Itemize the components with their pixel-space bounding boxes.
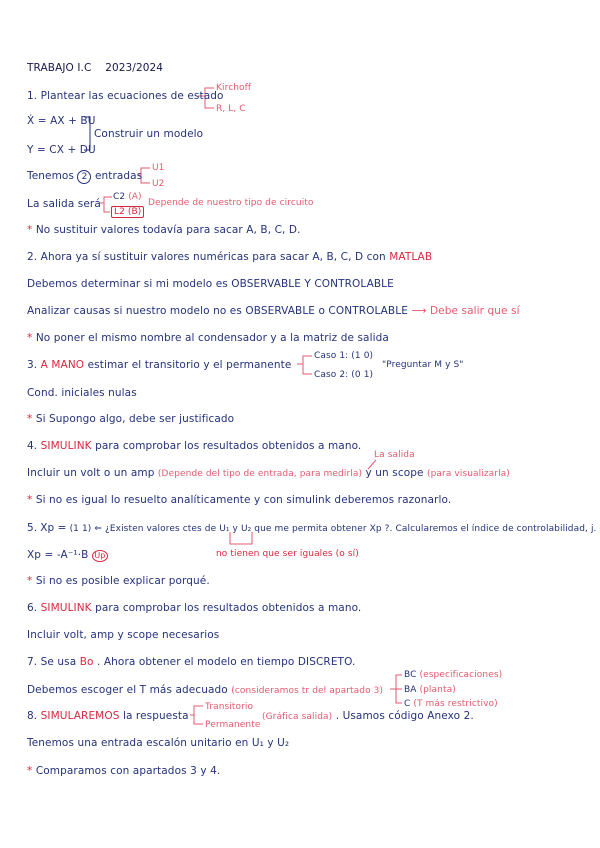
simulink-label: SIMULINK	[40, 602, 92, 614]
include-text2: y un scope	[365, 467, 424, 479]
doc-title: TRABAJO I.C	[27, 62, 92, 74]
note-1	[27, 224, 301, 236]
section-8-rest	[262, 710, 474, 723]
output-c2-label: C2	[113, 192, 126, 202]
section-4-num: 4.	[27, 440, 38, 452]
equation-output: Y = CX + DU	[27, 144, 96, 156]
output-c2	[113, 191, 142, 203]
analyze-text: Analizar causas si nuestro modelo no es OBSERVABLE o CONTROLABLE	[27, 305, 408, 317]
note-5	[27, 575, 210, 587]
xp-formula	[27, 549, 108, 562]
section-5-note: no tienen que ser iguales (o sí)	[216, 549, 359, 559]
permanente-label: Permanente	[205, 720, 261, 730]
section-5-title	[27, 522, 597, 535]
section-3-initial: Cond. iniciales nulas	[27, 387, 137, 399]
caso-2-label: Caso 2:	[314, 370, 349, 380]
section-4-title	[27, 440, 361, 452]
option-c	[404, 698, 498, 710]
include-paren2: (para visualizarla)	[427, 469, 510, 479]
input-u2: U2	[152, 179, 165, 189]
include-paren: (Depende del tipo de entrada, para medirla)	[157, 469, 363, 479]
section-8-text: la respuesta	[122, 710, 189, 722]
analyze-note: Debe salir que sí	[430, 305, 520, 317]
inputs-count-circle: 2	[77, 170, 91, 184]
section-2-analyze	[27, 305, 520, 317]
section-4-text: para comprobar los resultados obtenidos a mano.	[95, 440, 362, 452]
section-8-input: Tenemos una entrada escalón unitario en U₁ y U₂	[27, 737, 290, 749]
inputs-line	[27, 170, 142, 184]
note-2	[27, 332, 389, 344]
section-7-num: 7. Se usa	[27, 656, 77, 668]
section-5-text: ⇐ ¿Existen valores ctes de U₁ y U₂ que me permita obtener Xp ?. Calcularemos el índice de controlabilidad, j.	[94, 524, 597, 534]
option-kirchoff: Kirchoff	[216, 83, 252, 93]
section-3-text: estimar el transitorio y el permanente	[87, 359, 292, 371]
header	[27, 62, 163, 74]
doc-year: 2023/2024	[105, 62, 164, 74]
c-note: (T más restrictivo)	[413, 699, 498, 709]
xp-formula-text: Xp = -A⁻¹·B	[27, 549, 89, 561]
note-4	[27, 494, 451, 506]
transitorio-label: Transitorio	[205, 702, 254, 712]
note-1-text: No sustituir valores todavía para sacar A, B, C, D.	[35, 224, 301, 236]
c-label: C	[404, 699, 411, 709]
bc-note: (especificaciones)	[419, 670, 503, 680]
note-3-text: Si Supongo algo, debe ser justificado	[35, 413, 235, 425]
section-3-note: "Preguntar M y S"	[382, 360, 464, 370]
include-text: Incluir un volt o un amp	[27, 467, 155, 479]
input-u1: U1	[152, 163, 165, 173]
inputs-text: Tenemos	[27, 170, 75, 182]
option-rlc: R, L, C	[216, 104, 246, 114]
section-2-text: 2. Ahora ya sí sustituir valores numéricas para sacar A, B, C, D con	[27, 251, 386, 263]
star-icon: *	[27, 494, 33, 506]
section-7-text: . Ahora obtener el modelo en tiempo DISCRETO.	[97, 656, 356, 668]
section-4-include	[27, 467, 510, 480]
star-icon: *	[27, 765, 33, 777]
arrow-right-icon: ⟶	[411, 305, 427, 317]
section-2-observable: Debemos determinar si mi modelo es OBSERVABLE Y CONTROLABLE	[27, 278, 394, 290]
simulink-label: SIMULINK	[40, 440, 92, 452]
section-3-num: 3.	[27, 359, 38, 371]
inputs-text2: entradas	[94, 170, 143, 182]
output-note: Depende de nuestro tipo de circuito	[148, 198, 314, 208]
note-2-text: No poner el mismo nombre al condensador y a la matriz de salida	[35, 332, 389, 344]
section-5-num: 5.	[27, 522, 38, 534]
section-6-num: 6.	[27, 602, 38, 614]
note-4-text: Si no es igual lo resuelto analíticamente y con simulink deberemos razonarlo.	[35, 494, 452, 506]
section-1-title: 1. Plantear las ecuaciones de estado	[27, 90, 224, 102]
bo-label: Bo	[79, 656, 94, 668]
la-salida-note: La salida	[374, 450, 415, 460]
ba-note: (planta)	[419, 685, 456, 695]
output-text: La salida será	[27, 198, 101, 210]
section-8-text2: . Usamos código Anexo 2.	[335, 710, 474, 722]
section-7-choose	[27, 684, 383, 697]
option-ba	[404, 684, 456, 696]
note-5-text: Si no es posible explicar porqué.	[35, 575, 210, 587]
star-icon: *	[27, 575, 33, 587]
output-l2	[111, 206, 144, 218]
section-6-title	[27, 602, 361, 614]
equation-state: Ẋ = AX + BU	[27, 115, 96, 127]
section-7-title	[27, 656, 355, 668]
section-6-include: Incluir volt, amp y scope necesarios	[27, 629, 220, 641]
note-8	[27, 765, 220, 777]
model-label: Construir un modelo	[94, 128, 204, 140]
up-circle: Up	[92, 550, 108, 562]
section-3-title	[27, 359, 291, 371]
note-8-text: Comparamos con apartados 3 y 4.	[35, 765, 221, 777]
caso-1-vector: (1 0)	[351, 351, 374, 361]
note-3	[27, 413, 234, 425]
section-6-text: para comprobar los resultados obtenidos a mano.	[95, 602, 362, 614]
xp-label: Xp =	[40, 522, 67, 534]
caso-2-vector: (0 1)	[351, 370, 374, 380]
output-c2-tag: (A)	[128, 192, 142, 202]
choose-paren: (consideramos tr del apartado 3)	[231, 686, 384, 696]
section-8-title	[27, 710, 189, 722]
xp-vector: (1 1)	[69, 524, 92, 534]
caso-1-label: Caso 1:	[314, 351, 349, 361]
matlab-label: MATLAB	[389, 251, 433, 263]
ba-label: BA	[404, 685, 417, 695]
simularemos-label: SIMULAREMOS	[40, 710, 120, 722]
grafica-note: (Gráfica salida)	[262, 712, 333, 722]
bc-label: BC	[404, 670, 417, 680]
star-icon: *	[27, 413, 33, 425]
choose-text: Debemos escoger el T más adecuado	[27, 684, 228, 696]
star-icon: *	[27, 224, 33, 236]
option-bc	[404, 669, 502, 681]
section-2-title	[27, 251, 432, 263]
a-mano-label: A MANO	[40, 359, 85, 371]
caso-1	[314, 350, 373, 362]
section-8-num: 8.	[27, 710, 38, 722]
caso-2	[314, 369, 373, 381]
output-l2-box: L2 (B)	[111, 206, 144, 218]
star-icon: *	[27, 332, 33, 344]
